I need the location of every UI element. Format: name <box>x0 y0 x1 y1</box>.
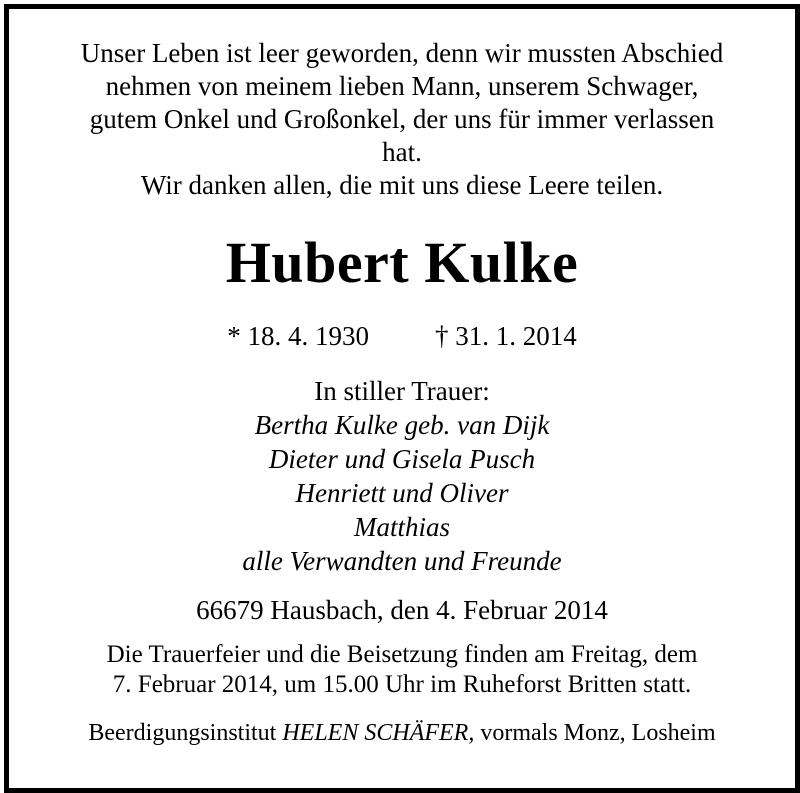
mourner-line: Dieter und Gisela Pusch <box>268 444 536 474</box>
mourner-line: Henriett und Oliver <box>295 478 509 508</box>
intro-line: Unser Leben ist leer geworden, denn wir mussten Abschied <box>80 38 724 68</box>
mourner-line: Bertha Kulke geb. van Dijk <box>254 410 550 440</box>
intro-line: Wir danken allen, die mit uns diese Leere teilen. <box>140 170 664 200</box>
deceased-name: Hubert Kulke <box>225 230 579 295</box>
undertaker-line <box>9 720 795 747</box>
place-and-date: 66679 Hausbach, den 4. Februar 2014 <box>196 595 608 625</box>
undertaker-suffix: vormals Monz, Losheim <box>474 720 716 746</box>
mourner-line: Matthias <box>353 512 450 542</box>
death-date: † 31. 1. 2014 <box>435 321 577 351</box>
intro-line: gutem Onkel und Großonkel, der uns für immer verlassen <box>89 104 715 134</box>
mourner-line: alle Verwandten und Freunde <box>242 546 562 576</box>
intro-line: nehmen von meinem lieben Mann, unserem Schwager, <box>105 71 699 101</box>
mourning-heading: In stiller Trauer: <box>314 376 490 406</box>
obituary-notice <box>4 4 800 793</box>
intro-line: hat. <box>382 137 422 167</box>
undertaker-prefix: Beerdigungsinstitut <box>88 720 283 746</box>
life-dates <box>9 321 795 352</box>
funeral-info-line: 7. Februar 2014, um 15.00 Uhr im Ruheforst Britten statt. <box>112 671 692 698</box>
undertaker-brand: HELEN SCHÄFER, <box>282 720 475 746</box>
funeral-info-line: Die Trauerfeier und die Beisetzung finden am Freitag, dem <box>106 641 698 668</box>
birth-date: * 18. 4. 1930 <box>227 321 369 351</box>
